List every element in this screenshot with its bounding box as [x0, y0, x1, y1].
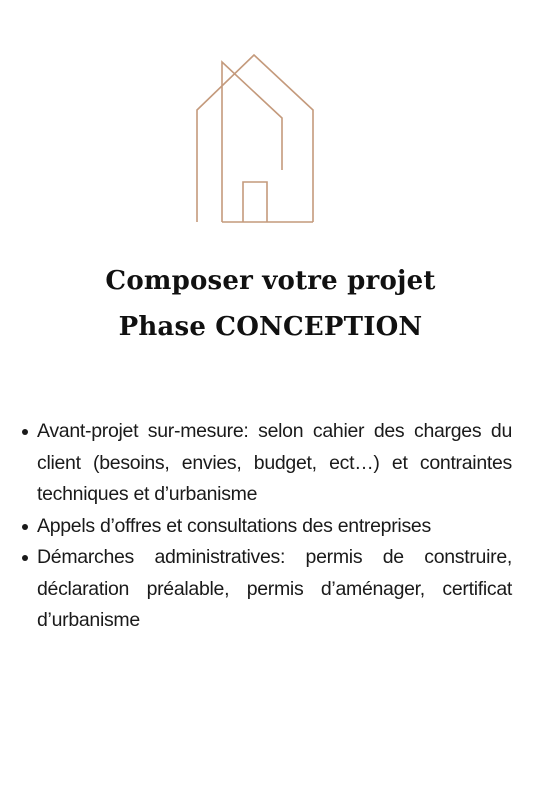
features-section	[18, 416, 512, 637]
title-block	[0, 258, 541, 350]
features-list	[18, 416, 512, 637]
list-item: Démarches administratives: permis de construire, déclaration préalable, permis d’aménager, certificat d’urbanisme	[37, 542, 512, 637]
list-item: Avant-projet sur-mesure: selon cahier des charges du client (besoins, envies, budget, ect…) et contraintes techniques et d’urbanisme	[37, 416, 512, 511]
logo-area	[0, 0, 541, 240]
house-outline-icon	[190, 48, 320, 228]
page-title: Composer votre projet	[105, 266, 436, 296]
page-subtitle: Phase CONCEPTION	[118, 312, 423, 342]
list-item: Appels d’offres et consultations des entreprises	[37, 511, 512, 543]
